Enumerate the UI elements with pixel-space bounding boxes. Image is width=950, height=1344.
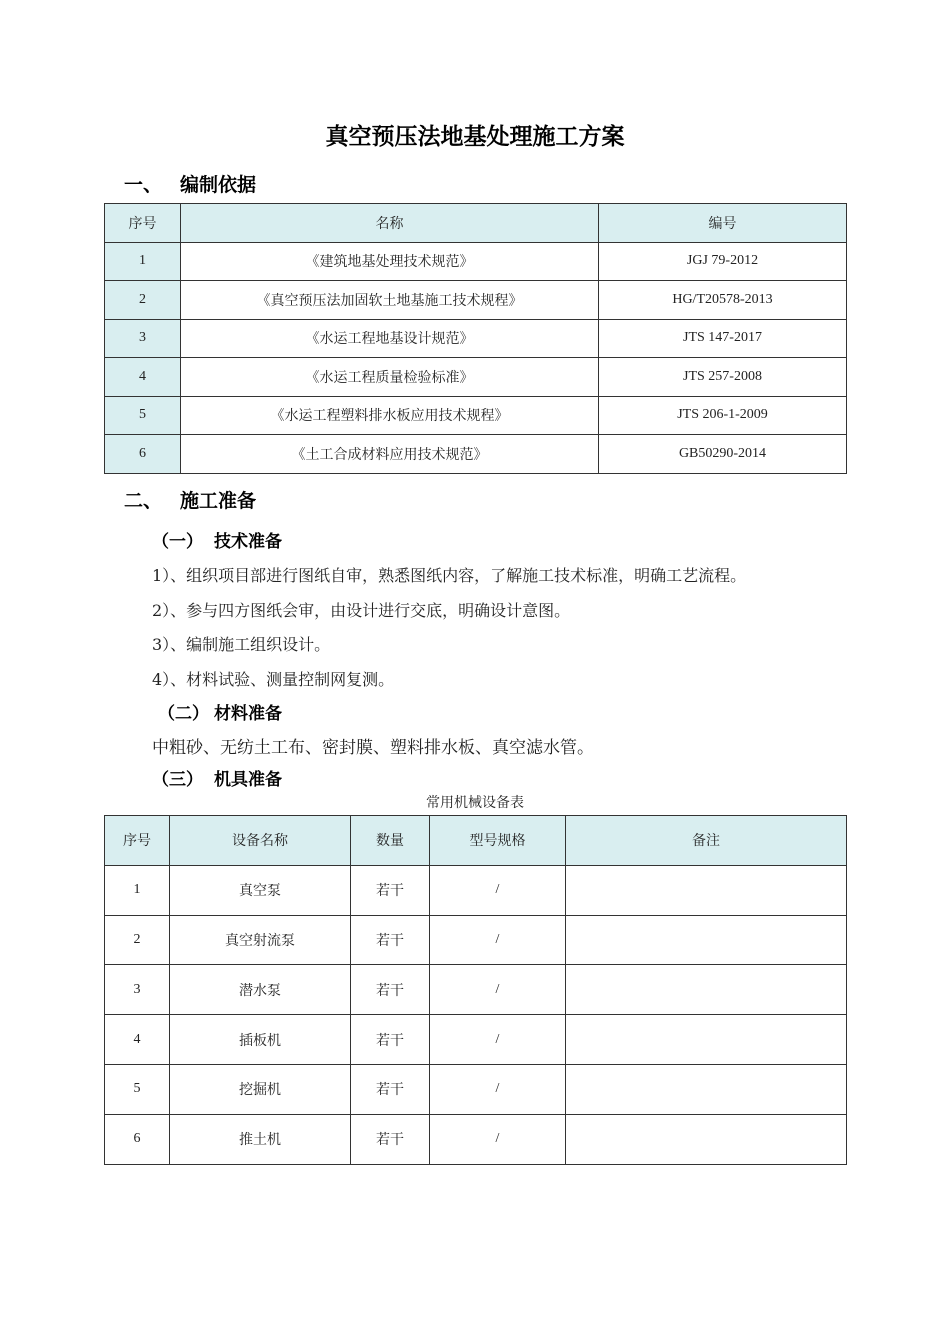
cell-index: 2 — [105, 915, 170, 965]
table-header-row — [105, 204, 847, 243]
table-row — [105, 396, 847, 435]
cell-equipment-name: 真空射流泵 — [170, 915, 351, 965]
cell-name: 《水运工程塑料排水板应用技术规程》 — [181, 396, 599, 435]
cell-model: / — [430, 1114, 566, 1164]
table-row — [105, 358, 847, 397]
header-quantity: 数量 — [351, 816, 430, 866]
cell-remarks — [566, 1114, 847, 1164]
header-equipment-name: 设备名称 — [170, 816, 351, 866]
equipment-table — [104, 815, 847, 1165]
cell-index: 2 — [105, 281, 181, 320]
header-model: 型号规格 — [430, 816, 566, 866]
cell-name: 《水运工程地基设计规范》 — [181, 319, 599, 358]
cell-quantity: 若干 — [351, 1114, 430, 1164]
cell-model: / — [430, 865, 566, 915]
cell-model: / — [430, 1015, 566, 1065]
tech-item-3: 3）、编制施工组织设计。 — [152, 635, 331, 654]
header-name: 名称 — [181, 204, 599, 243]
cell-name: 《真空预压法加固软土地基施工技术规程》 — [181, 281, 599, 320]
cell-code: GB50290-2014 — [599, 435, 847, 474]
table-row — [105, 242, 847, 281]
cell-remarks — [566, 865, 847, 915]
section-heading-preparation — [124, 486, 256, 513]
cell-quantity: 若干 — [351, 1064, 430, 1114]
tech-item-4: 4）、材料试验、测量控制网复测。 — [152, 670, 395, 689]
cell-index: 3 — [105, 319, 181, 358]
subsection-heading-technical — [152, 527, 282, 552]
cell-code: HG/T20578-2013 — [599, 281, 847, 320]
tech-item-1: 1）、组织项目部进行图纸自审，熟悉图纸内容，了解施工技术标准，明确工艺流程。 — [152, 566, 747, 585]
subsection-number: （一） — [152, 532, 203, 552]
cell-index: 3 — [105, 965, 170, 1015]
subsection-number: （三） — [152, 770, 203, 790]
table-row — [105, 965, 847, 1015]
cell-quantity: 若干 — [351, 915, 430, 965]
section-heading-basis — [124, 170, 256, 197]
cell-model: / — [430, 965, 566, 1015]
table-row — [105, 865, 847, 915]
cell-code: JGJ 79-2012 — [599, 242, 847, 281]
materials-text: 中粗砂、无纺土工布、密封膜、塑料排水板、真空滤水管。 — [152, 738, 594, 758]
table-header-row — [105, 816, 847, 866]
table-row — [105, 281, 847, 320]
section-number: 二、 — [124, 490, 163, 512]
cell-remarks — [566, 965, 847, 1015]
cell-equipment-name: 挖掘机 — [170, 1064, 351, 1114]
standards-table — [104, 203, 847, 474]
cell-name: 《水运工程质量检验标准》 — [181, 358, 599, 397]
cell-quantity: 若干 — [351, 865, 430, 915]
document-title: 真空预压法地基处理施工方案 — [325, 123, 625, 150]
section-number: 一、 — [124, 174, 163, 196]
subsection-title: 材料准备 — [214, 704, 282, 724]
header-code: 编号 — [599, 204, 847, 243]
table-row — [105, 1064, 847, 1114]
subsection-number: （二） — [158, 704, 209, 724]
cell-index: 1 — [105, 242, 181, 281]
cell-index: 6 — [105, 1114, 170, 1164]
cell-index: 4 — [105, 1015, 170, 1065]
cell-equipment-name: 插板机 — [170, 1015, 351, 1065]
table-row — [105, 1015, 847, 1065]
table-row — [105, 319, 847, 358]
cell-model: / — [430, 915, 566, 965]
cell-index: 1 — [105, 865, 170, 915]
cell-model: / — [430, 1064, 566, 1114]
section-title: 编制依据 — [180, 174, 257, 196]
cell-equipment-name: 真空泵 — [170, 865, 351, 915]
cell-index: 6 — [105, 435, 181, 474]
cell-index: 5 — [105, 396, 181, 435]
cell-remarks — [566, 915, 847, 965]
header-remarks: 备注 — [566, 816, 847, 866]
cell-code: JTS 206-1-2009 — [599, 396, 847, 435]
subsection-heading-equipment — [152, 765, 282, 790]
table-row — [105, 435, 847, 474]
header-index: 序号 — [105, 816, 170, 866]
section-title: 施工准备 — [180, 490, 257, 512]
subsection-heading-materials — [158, 699, 282, 724]
cell-equipment-name: 潜水泵 — [170, 965, 351, 1015]
cell-index: 5 — [105, 1064, 170, 1114]
table-caption: 常用机械设备表 — [426, 795, 524, 811]
cell-quantity: 若干 — [351, 965, 430, 1015]
subsection-title: 机具准备 — [214, 770, 282, 790]
tech-item-2: 2）、参与四方图纸会审，由设计进行交底，明确设计意图。 — [152, 601, 571, 620]
cell-index: 4 — [105, 358, 181, 397]
cell-remarks — [566, 1064, 847, 1114]
table-row — [105, 1114, 847, 1164]
cell-code: JTS 147-2017 — [599, 319, 847, 358]
cell-name: 《土工合成材料应用技术规范》 — [181, 435, 599, 474]
cell-quantity: 若干 — [351, 1015, 430, 1065]
cell-remarks — [566, 1015, 847, 1065]
cell-equipment-name: 推土机 — [170, 1114, 351, 1164]
subsection-title: 技术准备 — [214, 532, 282, 552]
table-row — [105, 915, 847, 965]
cell-name: 《建筑地基处理技术规范》 — [181, 242, 599, 281]
header-index: 序号 — [105, 204, 181, 243]
cell-code: JTS 257-2008 — [599, 358, 847, 397]
